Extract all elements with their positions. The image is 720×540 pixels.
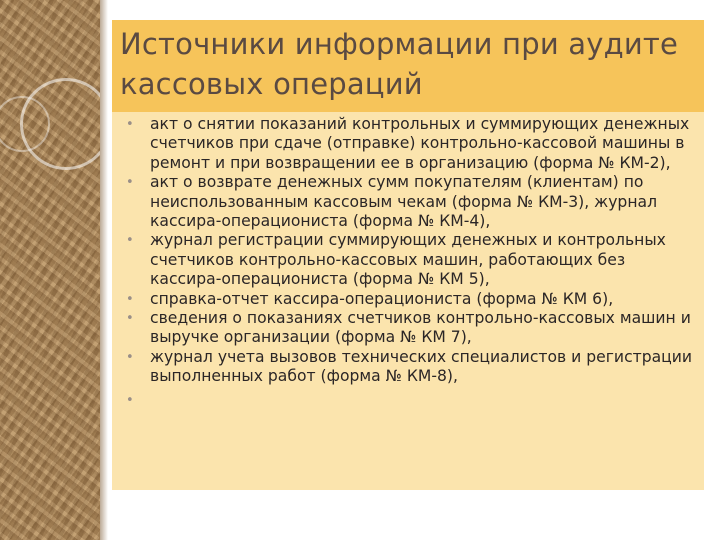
list-item: [120, 231, 700, 289]
list-item-text: [150, 391, 155, 409]
bullet-icon: •: [126, 233, 134, 249]
bullet-icon: •: [126, 392, 134, 408]
bullet-list: [120, 115, 700, 410]
list-item: [120, 391, 700, 410]
list-item: [120, 173, 700, 231]
slide-title: Источники информации при аудите кассовых операций: [120, 27, 679, 101]
bullet-icon: •: [126, 349, 134, 365]
list-item-text: акт о снятии показаний контрольных и суммирующих денежных счетчиков при сдаче (отправке) контрольно-кассовой машины в ремонт и при возвращении ее в организацию (форма № КМ-2),: [150, 115, 690, 172]
list-item-text: акт о возврате денежных сумм покупателям (клиентам) по неиспользованным кассовым чекам (форма № КМ-3), журнал кассира-операциониста (форма № КМ-4),: [150, 173, 658, 231]
bullet-icon: •: [126, 291, 134, 307]
bullet-icon: •: [126, 175, 134, 191]
list-item: [120, 309, 700, 348]
bullet-icon: •: [126, 311, 134, 327]
list-item: [120, 115, 700, 173]
list-item-text: справка-отчет кассира-операциониста (форма № КМ 6),: [150, 289, 614, 308]
list-item-text: журнал учета вызовов технических специалистов и регистрации выполненных работ (форма № КМ-8),: [150, 347, 693, 386]
textured-sidebar-decoration: [0, 0, 100, 540]
sidebar-edge-shadow: [100, 0, 108, 540]
list-item: [120, 290, 700, 309]
list-item-text: журнал регистрации суммирующих денежных и контрольных счетчиков контрольно-кассовых машин, работающих без кассира-операциониста (форма № КМ 5),: [150, 231, 666, 289]
bullet-icon: •: [126, 117, 134, 132]
list-item: [120, 348, 700, 387]
list-item-text: сведения о показаниях счетчиков контрольно-кассовых машин и выручке организации (форма № КМ 7),: [150, 309, 691, 347]
